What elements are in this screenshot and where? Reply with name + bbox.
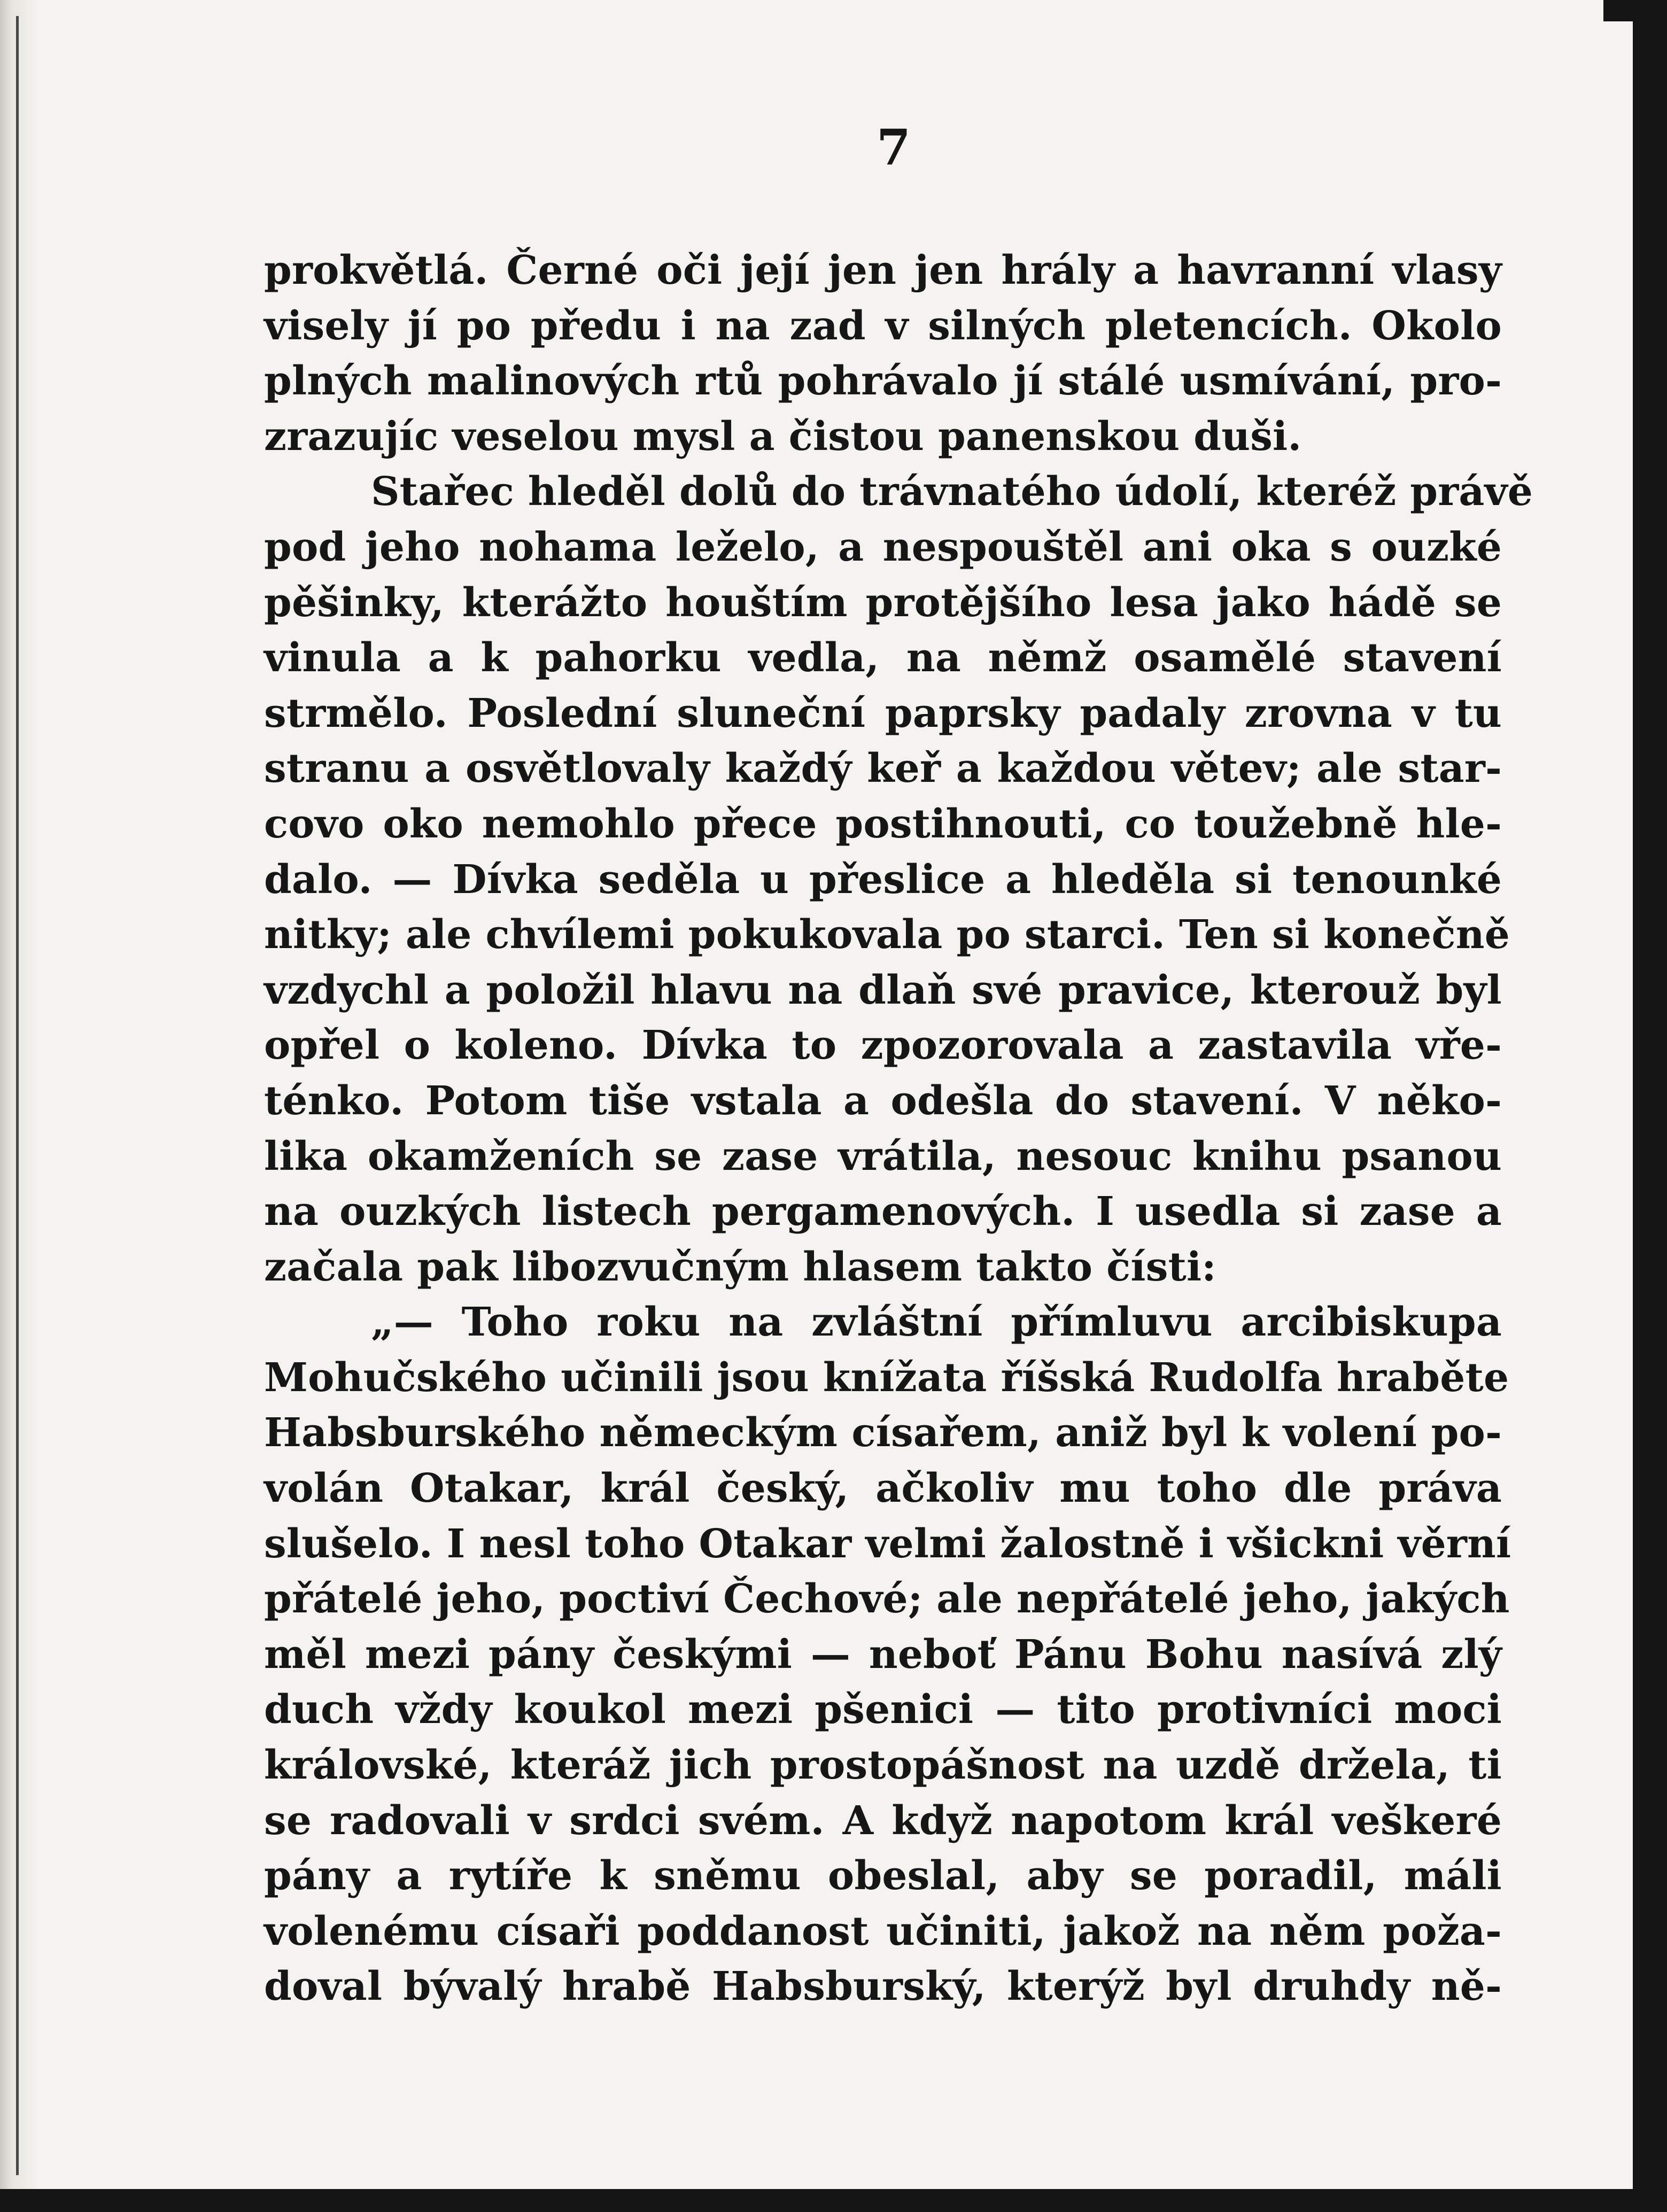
text-line: zrazujíc veselou mysl a čistou panenskou duši. <box>264 413 1302 460</box>
text-line: vzdychl a položil hlavu na dlaň své pravice, kterouž byl <box>264 967 1502 1013</box>
text-line: slušelo. I nesl toho Otakar velmi žalostně i všickni věrní <box>264 1520 1511 1567</box>
page-left-edge <box>0 0 37 2212</box>
text-line: vinula a k pahorku vedla, na němž osamělé stavení <box>264 635 1502 681</box>
scan-border-right <box>1633 0 1667 2212</box>
scan-border-bottom <box>0 2189 1667 2212</box>
text-line: volenému císaři poddanost učiniti, jakož na něm poža- <box>264 1908 1502 1954</box>
paragraph-start-line: Stařec hleděl dolů do trávnatého údolí, kteréž právě <box>371 469 1533 515</box>
text-line: opřel o koleno. Dívka to zpozorovala a zastavila vře- <box>264 1022 1502 1069</box>
text-line: visely jí po předu i na zad v silných pletencích. Okolo <box>264 302 1502 349</box>
paragraph-start-line: „— Toho roku na zvláštní přímluvu arcibiskupa <box>371 1299 1502 1346</box>
text-line: Mohučského učinili jsou knížata říšská Rudolfa hraběte <box>264 1354 1509 1401</box>
text-line: pány a rytíře k sněmu obeslal, aby se poradil, máli <box>264 1853 1502 1899</box>
text-line: volán Otakar, král český, ačkoliv mu toho dle práva <box>264 1465 1502 1512</box>
binding-spine-line <box>16 16 19 2175</box>
text-line: covo oko nemohlo přece postihnouti, co toužebně hle- <box>264 801 1502 847</box>
text-line: přátelé jeho, poctiví Čechové; ale nepřátelé jeho, jakých <box>264 1576 1510 1623</box>
text-line: stranu a osvětlovaly každý keř a každou větev; ale star- <box>264 746 1502 792</box>
text-line: prokvětlá. Černé oči její jen jen hrály a havranní vlasy <box>264 247 1502 293</box>
text-line: nitky; ale chvílemi pokukovala po starci. Ten si konečně <box>264 912 1510 958</box>
text-line: dalo. — Dívka seděla u přeslice a hleděla si tenounké <box>264 856 1502 903</box>
text-line: Habsburského německým císařem, aniž byl k volení po- <box>264 1410 1502 1456</box>
text-line: se radovali v srdci svém. A když napotom král veškeré <box>264 1797 1502 1844</box>
text-line: měl mezi pány českými — neboť Pánu Bohu nasívá zlý <box>264 1631 1502 1678</box>
text-line: pěšinky, kterážto houštím protějšího lesa jako hádě se <box>264 579 1502 626</box>
text-line: doval bývalý hrabě Habsburský, kterýž byl druhdy ně- <box>264 1963 1502 2010</box>
text-line: plných malinových rtů pohrávalo jí stálé usmívání, pro- <box>264 358 1502 405</box>
page-number: 7 <box>877 119 911 176</box>
text-line: pod jeho nohama leželo, a nespouštěl ani oka s ouzké <box>264 524 1502 570</box>
text-line: začala pak libozvučným hlasem takto čísti: <box>264 1244 1216 1290</box>
text-line: strmělo. Poslední sluneční paprsky padaly zrovna v tu <box>264 690 1502 736</box>
text-line: na ouzkých listech pergamenových. I usedla si zase a <box>264 1189 1502 1235</box>
body-text <box>264 243 1533 2015</box>
text-line: lika okamženích se zase vrátila, nesouc knihu psanou <box>264 1133 1502 1179</box>
text-line: duch vždy koukol mezi pšenici — tito protivníci moci <box>264 1687 1502 1733</box>
text-line: královské, kteráž jich prostopášnost na uzdě držela, ti <box>264 1742 1502 1789</box>
text-line: ténko. Potom tiše vstala a odešla do stavení. V něko- <box>264 1077 1502 1124</box>
